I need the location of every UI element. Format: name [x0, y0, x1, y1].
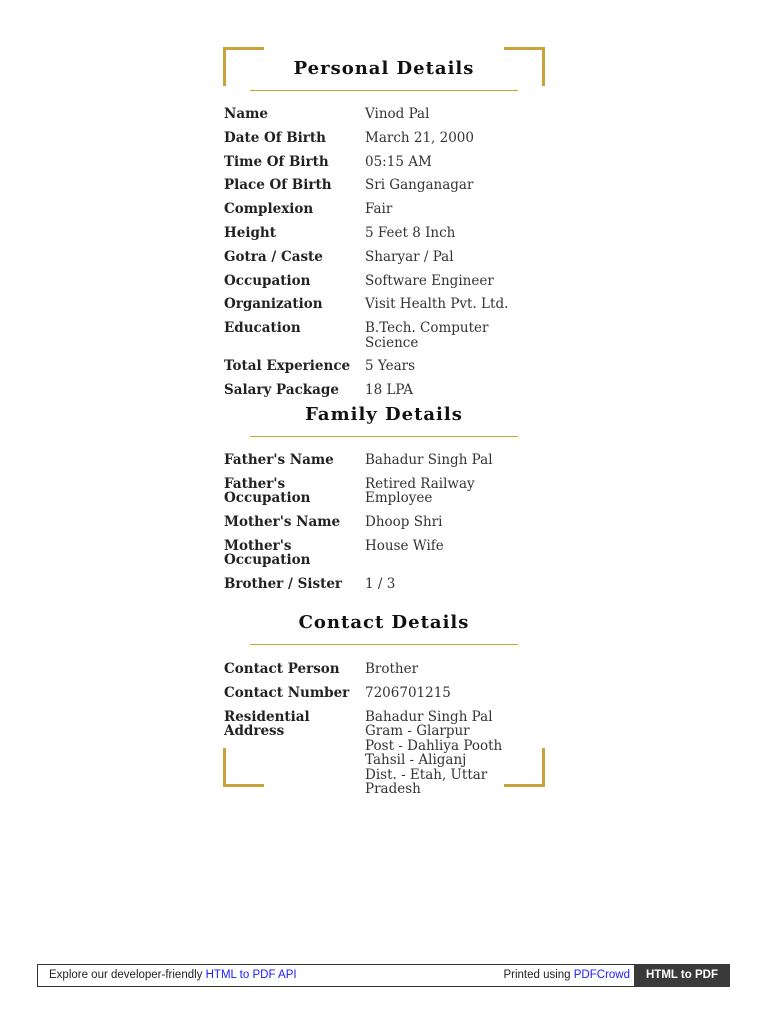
- address-line: Gram - Glarpur: [365, 723, 470, 740]
- html-to-pdf-button[interactable]: HTML to PDF: [634, 964, 730, 987]
- section-title: Family Details: [305, 404, 463, 425]
- detail-row: [224, 577, 544, 592]
- row-value: Software Engineer: [365, 272, 494, 289]
- row-value: 1 / 3: [365, 576, 396, 593]
- detail-row: [224, 453, 544, 468]
- row-label: Residential Address: [224, 708, 310, 740]
- section-divider: [250, 90, 518, 91]
- detail-rows: [224, 453, 544, 592]
- row-value: Brother: [365, 661, 419, 677]
- row-label: Complexion: [224, 201, 314, 218]
- row-label: Brother / Sister: [224, 576, 343, 593]
- row-value: Retired Railway Employee: [365, 475, 475, 507]
- row-label: Education: [224, 320, 301, 337]
- row-label: Place Of Birth: [224, 177, 332, 194]
- footer-right: [503, 969, 630, 981]
- detail-row: [224, 297, 544, 312]
- address-line: Bahadur Singh Pal: [365, 708, 493, 725]
- row-label: Name: [224, 106, 268, 122]
- detail-row: [224, 515, 544, 530]
- contact-details-section: [224, 612, 544, 806]
- detail-row: [224, 107, 544, 122]
- row-value: Bahadur Singh Pal: [365, 452, 493, 468]
- detail-row: [224, 250, 544, 265]
- section-title: Contact Details: [298, 612, 470, 633]
- row-label: Salary Package: [224, 382, 339, 399]
- row-value: Sri Ganganagar: [365, 177, 474, 194]
- footer-right-text: Printed using: [503, 969, 574, 981]
- detail-row: [224, 131, 544, 146]
- row-value: 5 Years: [365, 358, 416, 375]
- pdfcrowd-link[interactable]: PDFCrowd: [573, 969, 630, 981]
- address-line: Tahsil - Aliganj: [365, 752, 467, 769]
- detail-row: [224, 178, 544, 193]
- row-label: Father's Occupation: [224, 475, 311, 507]
- detail-rows: [224, 107, 544, 398]
- detail-row: [224, 383, 544, 398]
- row-label: Gotra / Caste: [224, 248, 323, 265]
- row-label: Occupation: [224, 272, 311, 289]
- row-label: Height: [224, 224, 276, 241]
- row-value: 05:15 AM: [365, 153, 432, 170]
- detail-row: [224, 477, 544, 506]
- family-details-section: [224, 404, 544, 601]
- row-value: 5 Feet 8 Inch: [365, 224, 456, 241]
- address-line: Post - Dahliya Pooth: [365, 737, 503, 754]
- row-value: Sharyar / Pal: [365, 248, 454, 265]
- personal-details-section: [224, 58, 544, 407]
- row-value: 18 LPA: [365, 382, 414, 399]
- detail-row: [224, 202, 544, 217]
- row-value: Visit Health Pvt. Ltd.: [365, 296, 509, 313]
- row-value: Fair: [365, 201, 393, 218]
- row-value: Dhoop Shri: [365, 514, 443, 531]
- row-label: Father's Name: [224, 452, 334, 468]
- section-divider: [250, 436, 518, 437]
- row-label: Date Of Birth: [224, 129, 326, 146]
- row-label: Contact Number: [224, 684, 350, 701]
- section-divider: [250, 644, 518, 645]
- address-line: Dist. - Etah, Uttar Pradesh: [365, 766, 488, 798]
- section-title: Personal Details: [293, 58, 475, 79]
- detail-row: [224, 662, 544, 677]
- html-to-pdf-api-link[interactable]: HTML to PDF API: [205, 969, 297, 981]
- row-value: Vinod Pal: [365, 106, 430, 122]
- detail-rows: [224, 662, 544, 797]
- detail-row: [224, 226, 544, 241]
- footer-left: [49, 969, 297, 981]
- row-value: March 21, 2000: [365, 129, 474, 146]
- row-label: Mother's Name: [224, 514, 341, 531]
- detail-row: [224, 321, 544, 350]
- detail-row: [224, 359, 544, 374]
- row-value: 7206701215: [365, 684, 451, 701]
- row-label: Organization: [224, 296, 323, 313]
- detail-row: [224, 539, 544, 568]
- row-label: Mother's Occupation: [224, 537, 311, 569]
- row-label: Total Experience: [224, 358, 351, 375]
- row-value: House Wife: [365, 537, 444, 554]
- address-value: [365, 710, 544, 797]
- detail-row: [224, 686, 544, 701]
- footer-left-text: Explore our developer-friendly: [49, 969, 206, 981]
- row-value: B.Tech. Computer Science: [365, 320, 489, 351]
- detail-row: [224, 274, 544, 289]
- detail-row: [224, 155, 544, 170]
- pdfcrowd-footer: [37, 964, 730, 987]
- detail-row: [224, 710, 544, 797]
- row-label: Contact Person: [224, 661, 340, 677]
- row-label: Time Of Birth: [224, 153, 329, 170]
